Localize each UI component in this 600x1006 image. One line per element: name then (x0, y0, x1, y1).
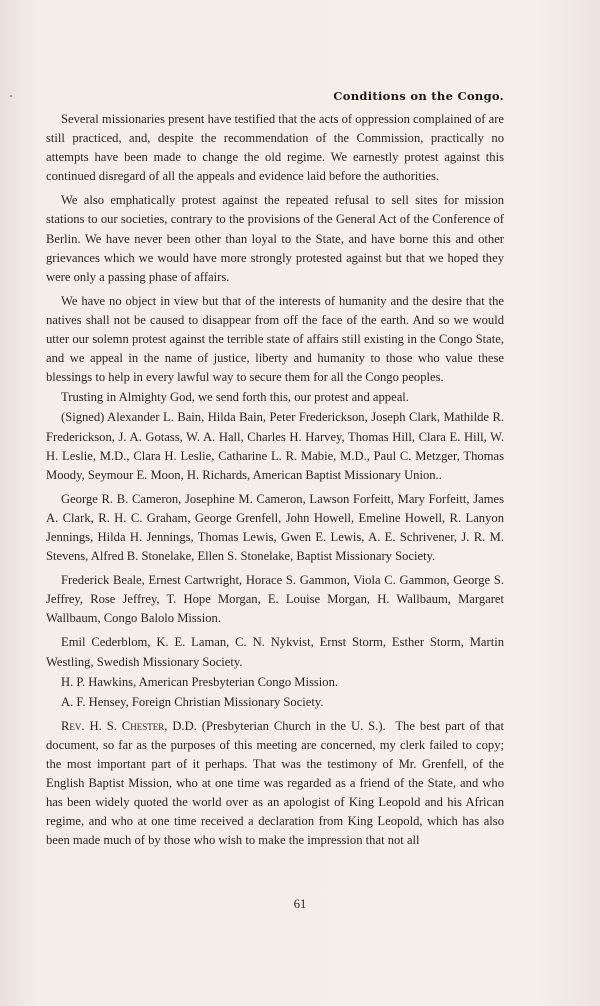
page-number: 61 (293, 897, 307, 911)
signatories-bms: George R. B. Cameron, Josephine M. Cameron, Lawson Forfeitt, Mary Forfeitt, James A. Clark, R. H. C. Graham, George Grenfell, John Howell, Emeline Howell, R. Lanyon Jennings, Hilda H. Jennings, Thomas Lewis, Gwen E. Lewis, A. E. Schrivener, J. R. M. Stevens, Alfred B. Stonelake, Ellen S. Stonelake, Baptist Missionary Society. (46, 491, 504, 564)
paragraph-chester-speech (46, 717, 504, 851)
signatories-presbyterian: H. P. Hawkins, American Presbyterian Congo Mission. (61, 674, 339, 689)
paper-speck (10, 95, 12, 97)
signatories-abmu: (Signed) Alexander L. Bain, Hilda Bain, Peter Frederickson, Joseph Clark, Mathilde R. Frederickson, J. A. Gotass, W. A. Hall, Charles H. Harvey, Thomas Hill, Clara E. Hill, W. H. Leslie, M.D., Clara H. Leslie, Catharine L. R. Mabie, M.D., Paul C. Metzger, Thomas Moody, Seymour E. Moon, H. Richards, American Baptist Missionary Union.. (46, 410, 504, 482)
paragraph-trusting: Trusting in Almighty God, we send forth this, our protest and appeal. (61, 390, 409, 405)
paragraph-mission-sites: We also emphatically protest against the repeated refusal to sell sites for mission stations to our societies, contrary to the provisions of the General Act of the Conference of Berlin. We have never been other than loyal to the State, and have borne this and other grievances which we would have more strongly protested against but that we hoped they were only a passing phase of affairs. (46, 193, 504, 284)
speaker-name: Rev. H. S. Chester (61, 718, 165, 733)
signatories-fcms: A. F. Hensey, Foreign Christian Missionary Society. (61, 694, 324, 709)
body-text (46, 110, 504, 855)
paragraph-humanity: We have no object in view but that of the interests of humanity and the desire that the natives shall not be caused to disappear from off the face of the earth. And so we would utter our solemn protest against the terrible state of affairs still existing in the Congo State, and we appeal in the name of justice, liberty and humanity to those who value these blessings to help in every lawful way to secure them for all the Congo peoples. (46, 293, 504, 385)
signatories-swedish: Emil Cederblom, K. E. Laman, C. N. Nykvist, Ernst Storm, Esther Storm, Martin Westling, Swedish Missionary Society. (46, 635, 504, 669)
speech-text: The best part of that document, so far as the purposes of this meeting are concerned, my clerk failed to copy; the most important part of it perhaps. That was the testimony of Mr. Grenfell, of the English Baptist Mission, who at one time was regarded as a friend of the State, and who has been widely quoted the world over as an apologist of King Leopold and his African regime, and who at one time received a declaration from King Leopold, which has also been made much of by those who wish to make the impression that not all (46, 718, 504, 848)
speaker-affiliation: , D.D. (Presbyterian Church in the U. S.). (164, 718, 386, 733)
paragraph-oppression: Several missionaries present have testified that the acts of oppression complained of are still practiced, and, despite the recommendation of the Commission, practically no attempts have been made to change the old regime. We earnestly protest against this continued disregard of all the appeals and evidence laid before the authorities. (46, 112, 504, 184)
running-head: Conditions on the Congo. (333, 89, 504, 103)
signatories-cbm: Frederick Beale, Ernest Cartwright, Horace S. Gammon, Viola C. Gammon, George S. Jeffrey, Rose Jeffrey, T. Hope Morgan, E. Louise Morgan, H. Wallbaum, Margaret Wallbaum, Congo Balolo Mission. (46, 573, 504, 626)
